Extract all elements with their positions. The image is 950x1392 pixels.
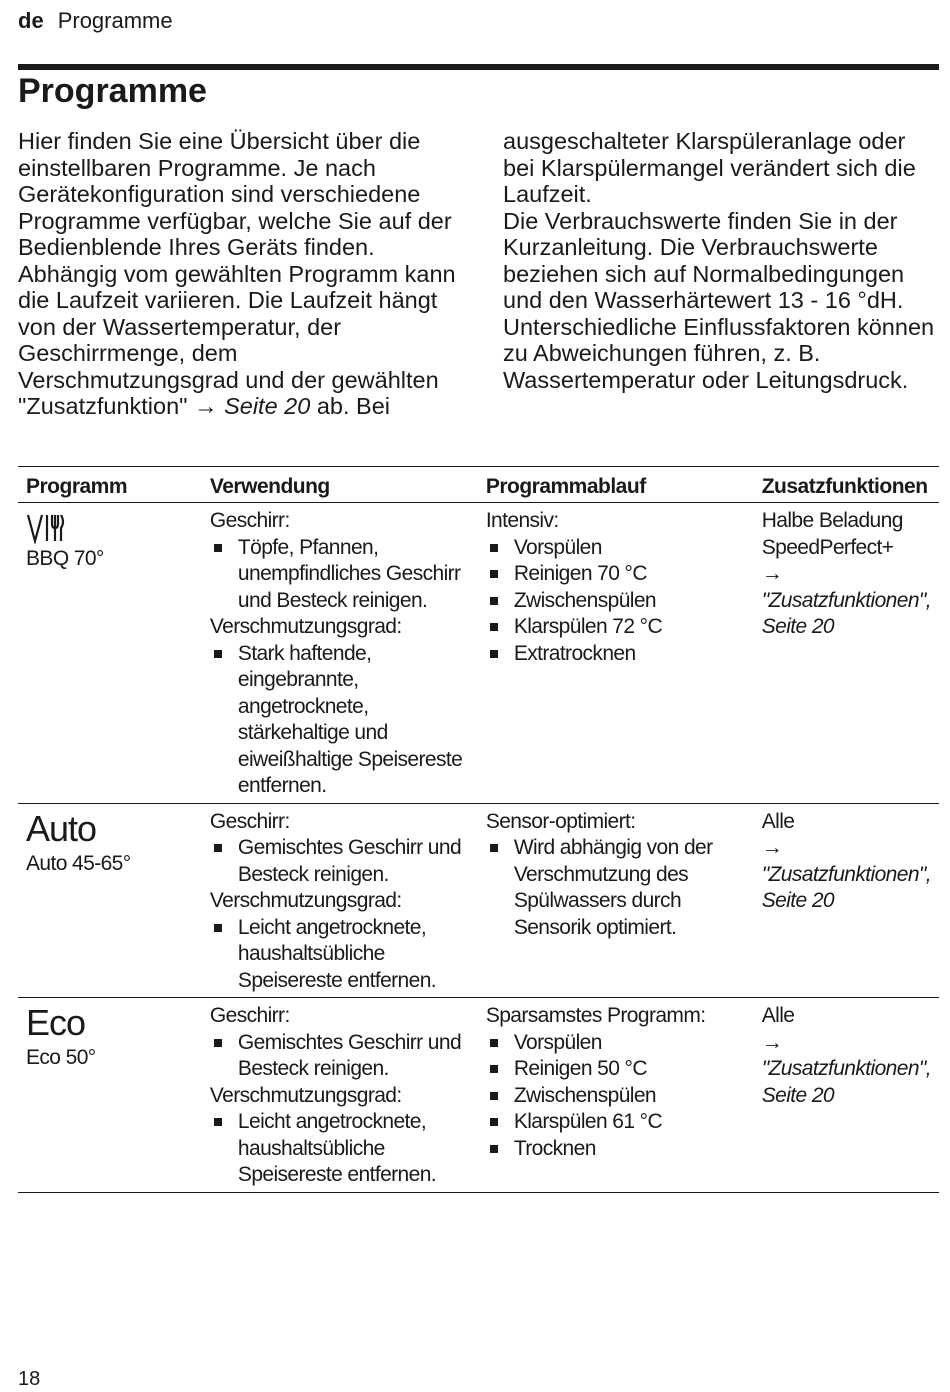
reference-text: "Zusatzfunktionen", Seite 20 bbox=[761, 1057, 931, 1107]
intro-paragraph: Hier finden Sie eine Übersicht über die einstellbaren Programme. Je nach Gerätekonfiguration sind verschiedene Programme verfügbar, welche Sie auf der Bedienblende Ihres Geräts finden. bbox=[18, 128, 452, 260]
intro-text: ab. Bei bbox=[316, 393, 391, 419]
table-header-row bbox=[18, 467, 939, 503]
bullet-item: Töpfe, Pfannen, unempfindliches Geschirr und Besteck reinigen. bbox=[210, 535, 470, 615]
options-cell bbox=[754, 503, 939, 804]
soil-list bbox=[210, 915, 470, 995]
usage-cell bbox=[202, 998, 478, 1193]
options-cell bbox=[754, 998, 939, 1193]
column-header: Programmablauf bbox=[478, 467, 754, 503]
program-symbol: Auto bbox=[26, 807, 97, 849]
bullet-item: Wird abhängig von der Verschmutzung des Spülwassers durch Sensorik optimiert. bbox=[486, 835, 746, 941]
usage-list bbox=[210, 1030, 470, 1083]
page-number: 18 bbox=[18, 1368, 41, 1390]
bullet-item: Zwischenspülen bbox=[486, 588, 746, 615]
options-cell bbox=[754, 803, 939, 998]
sequence-cell bbox=[478, 998, 754, 1193]
program-cell bbox=[18, 503, 202, 804]
bullet-item: Reinigen 50 °C bbox=[486, 1056, 746, 1083]
page-title: Programme bbox=[18, 72, 207, 110]
arrow-icon: → bbox=[761, 1030, 783, 1054]
soil-list bbox=[210, 641, 470, 800]
program-symbol: Eco bbox=[26, 1002, 86, 1043]
usage-label: Geschirr: bbox=[209, 809, 290, 833]
table-row bbox=[18, 803, 939, 998]
usage-list bbox=[210, 835, 470, 888]
program-cell bbox=[18, 803, 202, 998]
sequence-list bbox=[486, 1030, 746, 1163]
reference-text: "Zusatzfunktionen", Seite 20 bbox=[761, 588, 931, 638]
bbq-icon bbox=[26, 512, 194, 544]
table-row bbox=[18, 503, 939, 804]
program-name: Auto 45-65° bbox=[26, 851, 131, 875]
table-row bbox=[18, 998, 939, 1193]
bullet-item: Stark haftende, eingebrannte, angetrocknete, stärkehaltige und eiweißhaltige Speisereste entfernen. bbox=[210, 641, 470, 800]
usage-label: Geschirr: bbox=[209, 1004, 290, 1027]
soil-label: Verschmutzungsgrad: bbox=[209, 1083, 402, 1107]
usage-cell bbox=[202, 803, 478, 998]
arrow-icon: → bbox=[761, 836, 783, 859]
section-name: Programme bbox=[57, 8, 173, 33]
program-cell bbox=[18, 998, 202, 1193]
sequence-label: Sensor-optimiert: bbox=[485, 809, 636, 833]
language-code: de bbox=[18, 8, 44, 33]
bullet-item: Vorspülen bbox=[486, 535, 746, 562]
bullet-item: Vorspülen bbox=[486, 1030, 746, 1057]
program-table bbox=[18, 466, 939, 1193]
option-label: Alle bbox=[761, 1004, 795, 1027]
sequence-list bbox=[486, 535, 746, 668]
usage-cell bbox=[202, 503, 478, 804]
soil-label: Verschmutzungsgrad: bbox=[209, 615, 402, 638]
sequence-cell bbox=[478, 803, 754, 998]
intro-left-column bbox=[18, 128, 463, 420]
soil-list bbox=[210, 1109, 470, 1189]
program-name: Eco 50° bbox=[26, 1046, 96, 1069]
sequence-list bbox=[486, 835, 746, 941]
sequence-label: Sparsamstes Programm: bbox=[485, 1004, 706, 1027]
intro-paragraph: Die Verbrauchswerte finden Sie in der Kurzanleitung. Die Verbrauchswerte beziehen sich auf Normalbedingungen und den Wasserhärtewert 13 - 16 °dH. Unterschiedliche Einflussfaktoren können zu Abweichungen führen, z. B. Wassertemperatur oder Leitungsdruck. bbox=[503, 207, 935, 393]
bullet-item: Gemischtes Geschirr und Besteck reinigen. bbox=[210, 835, 470, 888]
bullet-item: Klarspülen 72 °C bbox=[486, 614, 746, 641]
reference-link[interactable] bbox=[762, 835, 931, 915]
page-reference-link[interactable]: Seite 20 bbox=[224, 393, 311, 419]
usage-label: Geschirr: bbox=[209, 509, 290, 532]
intro-right-column bbox=[503, 128, 943, 393]
bullet-item: Gemischtes Geschirr und Besteck reinigen. bbox=[210, 1030, 470, 1083]
column-header: Zusatzfunktionen bbox=[754, 467, 939, 503]
option-label: Alle bbox=[761, 809, 795, 833]
intro-paragraph: ausgeschalteter Klarspüleranlage oder bei Klarspülermangel verändert sich die Laufzeit. bbox=[503, 128, 916, 207]
soil-label: Verschmutzungsgrad: bbox=[209, 889, 402, 912]
reference-text: "Zusatzfunktionen", Seite 20 bbox=[761, 862, 931, 912]
bullet-item: Leicht angetrocknete, haushaltsübliche Speisereste entfernen. bbox=[210, 915, 470, 995]
arrow-icon: → bbox=[194, 393, 218, 419]
bullet-item: Klarspülen 61 °C bbox=[486, 1109, 746, 1136]
bullet-item: Extratrocknen bbox=[486, 641, 746, 668]
reference-link[interactable] bbox=[762, 1030, 931, 1110]
column-header: Verwendung bbox=[202, 467, 478, 503]
arrow-icon: → bbox=[761, 562, 783, 585]
sequence-cell bbox=[478, 503, 754, 804]
sequence-label: Intensiv: bbox=[485, 509, 559, 532]
intro-paragraph bbox=[18, 261, 463, 420]
page-header bbox=[18, 8, 173, 34]
bullet-item: Trocknen bbox=[486, 1136, 746, 1163]
bullet-item: Zwischenspülen bbox=[486, 1083, 746, 1110]
option-label: SpeedPerfect+ bbox=[761, 535, 894, 559]
bullet-item: Reinigen 70 °C bbox=[486, 561, 746, 588]
intro-text: Abhängig vom gewählten Programm kann die Laufzeit variieren. Die Laufzeit hängt von der Wassertemperatur, der Geschirrmenge, dem Verschmutzungsgrad und der gewählten "Zusatzfunktion" bbox=[18, 260, 456, 419]
bullet-item: Leicht angetrocknete, haushaltsübliche Speisereste entfernen. bbox=[210, 1109, 470, 1189]
column-header: Programm bbox=[18, 467, 202, 503]
program-name: BBQ 70° bbox=[26, 547, 104, 570]
reference-link[interactable] bbox=[762, 561, 931, 641]
usage-list bbox=[210, 535, 470, 615]
option-label: Halbe Beladung bbox=[761, 509, 903, 532]
header-rule bbox=[18, 64, 939, 70]
